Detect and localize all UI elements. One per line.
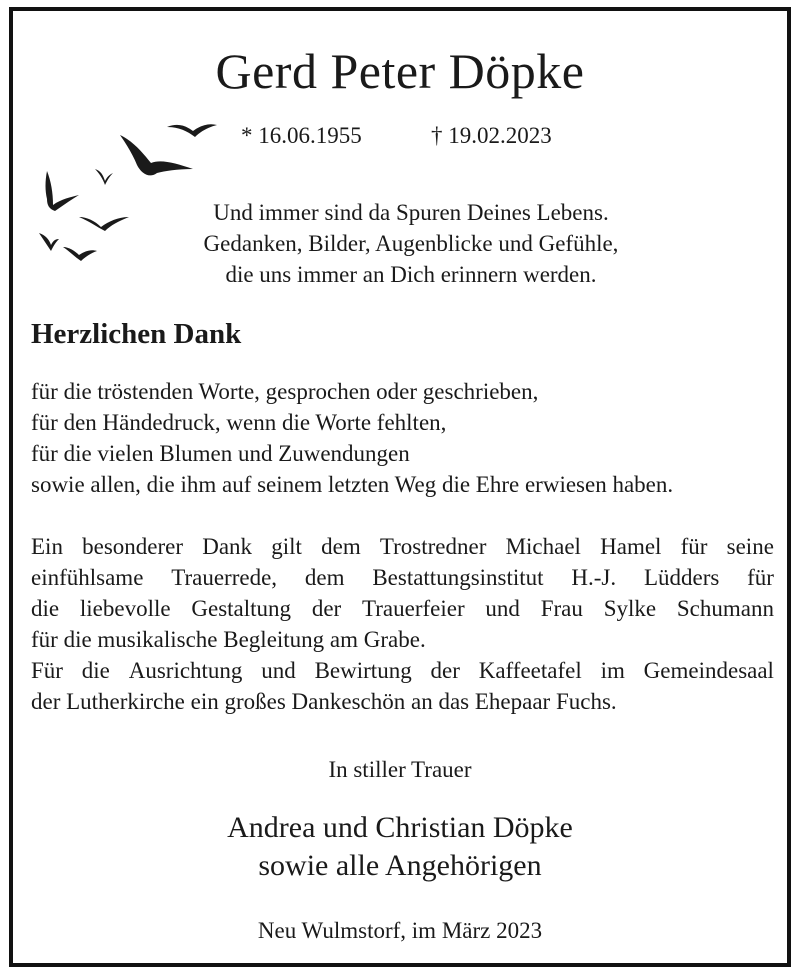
thanks-line: für die tröstenden Worte, gesprochen oder geschrieben,: [31, 379, 539, 404]
paragraph-line: Für die Ausrichtung und Bewirtung der Kaffeetafel im Gemeindesaal: [31, 658, 774, 683]
bird-icon: [95, 169, 113, 185]
thanks-heading: Herzlichen Dank: [31, 318, 242, 350]
life-dates: [241, 121, 552, 151]
place-and-date: Neu Wulmstorf, im März 2023: [257, 918, 543, 943]
thanks-list: [31, 376, 673, 500]
verse-line: die uns immer an Dich erinnern werden.: [225, 262, 597, 287]
bird-icon: [46, 171, 80, 211]
bird-icon: [63, 247, 97, 261]
verse-line: Gedanken, Bilder, Augenblicke und Gefühle,: [203, 231, 619, 256]
family-line: sowie alle Angehörigen: [258, 849, 542, 882]
obituary-frame: [9, 7, 791, 967]
paragraph-line: Ein besonderer Dank gilt dem Trostredner Michael Hamel für seine: [31, 534, 774, 559]
thanks-line: sowie allen, die ihm auf seinem letzten Weg die Ehre erwiesen haben.: [31, 472, 674, 497]
mourning-phrase: In stiller Trauer: [328, 757, 472, 782]
paragraph-line: die liebevolle Gestaltung der Trauerfeier und Frau Sylke Schumann: [31, 596, 774, 621]
family-line: Andrea und Christian Döpke: [227, 811, 573, 844]
thanks-line: für den Händedruck, wenn die Worte fehlten,: [31, 410, 447, 435]
deceased-name: Gerd Peter Döpke: [215, 43, 585, 99]
paragraph-line: einfühlsame Trauerrede, dem Bestattungsinstitut H.-J. Lüdders für: [31, 565, 774, 590]
paragraph-line: für die musikalische Begleitung am Grabe.: [31, 627, 426, 652]
paragraph-line: der Lutherkirche ein großes Dankeschön an das Ehepaar Fuchs.: [31, 689, 617, 714]
bird-icon: [120, 135, 193, 175]
death-date: † 19.02.2023: [431, 123, 552, 148]
special-thanks-paragraph: [31, 531, 774, 717]
verse-line: Und immer sind da Spuren Deines Lebens.: [213, 200, 609, 225]
thanks-line: für die vielen Blumen und Zuwendungen: [31, 441, 410, 466]
birth-date: * 16.06.1955: [241, 123, 362, 148]
family-signature: [13, 809, 787, 885]
bird-icon: [167, 124, 217, 137]
memorial-verse: [101, 197, 721, 290]
bird-icon: [39, 233, 59, 251]
